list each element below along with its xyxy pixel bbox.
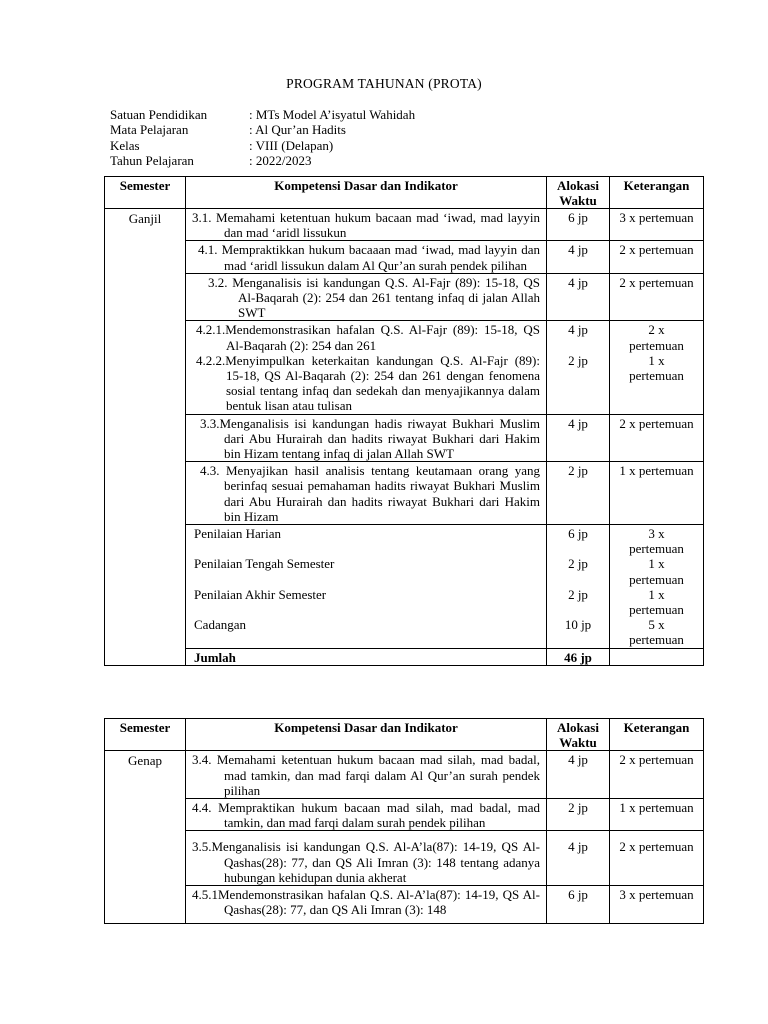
kd-cell <box>186 886 547 924</box>
kd-text: 4.2.2.Menyimpulkan keterkaitan kandungan Q.S. Al-Fajr (89): 15-18, QS Al-Baqarah (2): 254 dan 261 dengan fenomena sosial tentang infaq dan sedekah dan menyajikannya dalam bentuk lisan atau tulisan <box>196 352 540 414</box>
alokasi-cell: 4 jp <box>547 241 610 273</box>
keterangan-value: 1 x pertemuan <box>629 352 684 384</box>
info-row <box>110 138 415 153</box>
total-keterangan <box>610 648 704 665</box>
alokasi-cell: 4 jp <box>547 751 610 799</box>
alokasi-value: 4 jp <box>568 322 588 338</box>
kd-text: 3.3.Menganalisis isi kandungan hadis riwayat Bukhari Muslim dari Abu Hurairah dan hadits riwayat Bukhari dari Hakim bin Hizam tentang infaq di jalan Allah SWT <box>200 415 540 462</box>
keterangan-cell <box>610 321 704 414</box>
kd-text: 3.2. Menganalisis isi kandungan Q.S. Al-Fajr (89): 15-18, QS Al-Baqarah (2): 254 dan 261 tentang infaq di jalan Allah SWT <box>208 274 540 321</box>
kd-cell <box>186 751 547 799</box>
table-row <box>105 751 704 799</box>
kd-text: 4.4. Mempraktikan hukum bacaan mad silah, mad badal, mad tamkin, dan mad farqi dalam surah pendek pilihan <box>192 800 540 831</box>
alokasi-cell: 6 jp <box>547 886 610 924</box>
info-row <box>110 107 415 122</box>
kd-text: 3.5.Menganalisis isi kandungan Q.S. Al-A’la(87): 14-19, QS Al-Qashas(28): 77, dan QS Ali Imran (3): 148 tentang adanya hubungan kehidupan dunia akherat <box>192 839 540 885</box>
alokasi-value: 2 jp <box>568 586 588 602</box>
alokasi-value: 6 jp <box>568 526 588 542</box>
kd-text: 4.3. Menyajikan hasil analisis tentang keutamaan orang yang berinfaq sesuai pemahaman hadits riwayat Bukhari Muslim dari Abu Hurairah dan hadits riwayat Bukhari dari Hakim bin Hizam <box>200 463 540 524</box>
semester-cell: Ganjil <box>105 209 186 462</box>
header-kd: Kompetensi Dasar dan Indikator <box>186 719 547 751</box>
semester-cell-empty <box>105 648 186 665</box>
info-label: Tahun Pelajaran <box>110 152 194 168</box>
header-keterangan: Keterangan <box>610 719 704 751</box>
alokasi-cell: 4 jp <box>547 414 610 462</box>
info-row <box>110 153 415 168</box>
info-value: : 2022/2023 <box>249 152 312 168</box>
table-row <box>105 799 704 831</box>
header-semester: Semester <box>105 177 186 209</box>
header-alokasi: Alokasi Waktu <box>547 177 610 209</box>
document-title: PROGRAM TAHUNAN (PROTA) <box>286 76 482 91</box>
header-keterangan: Keterangan <box>610 177 704 209</box>
table-row <box>105 321 704 414</box>
table-header-row <box>105 719 704 751</box>
info-row <box>110 122 415 137</box>
table-row <box>105 886 704 924</box>
alokasi-value: 2 jp <box>568 352 588 368</box>
info-label: Mata Pelajaran <box>110 122 189 138</box>
table-row <box>105 273 704 321</box>
document-info <box>110 107 415 168</box>
keterangan-cell: 3 x pertemuan <box>610 886 704 924</box>
kd-cell <box>186 209 547 241</box>
semester-cell-empty <box>105 462 186 648</box>
alokasi-cell: 2 jp <box>547 462 610 525</box>
table-row <box>105 209 704 241</box>
kd-text: 4.5.1Mendemonstrasikan hafalan Q.S. Al-A’la(87): 14-19, QS Al-Qashas(28): 77, dan QS Ali Imran (3): 148 <box>192 887 540 918</box>
header-alokasi: Alokasi Waktu <box>547 719 610 751</box>
prota-table-genap <box>104 718 704 924</box>
keterangan-cell: 2 x pertemuan <box>610 273 704 321</box>
header-kd: Kompetensi Dasar dan Indikator <box>186 177 547 209</box>
assessment-keterangan <box>610 525 704 649</box>
info-value: : VIII (Delapan) <box>249 137 334 153</box>
kd-cell <box>186 241 547 273</box>
keterangan-cell: 2 x pertemuan <box>610 751 704 799</box>
prota-table-ganjil <box>104 176 704 666</box>
alokasi-value: 2 jp <box>568 556 588 572</box>
alokasi-cell: 4 jp <box>547 831 610 886</box>
kd-cell <box>186 799 547 831</box>
kd-cell <box>186 273 547 321</box>
info-label: Kelas <box>110 137 140 153</box>
table-header-row <box>105 177 704 209</box>
assessment-alokasi <box>547 525 610 649</box>
alokasi-cell: 4 jp <box>547 273 610 321</box>
keterangan-value: 3 x pertemuan <box>629 526 684 557</box>
kd-text: 4.2.1.Mendemonstrasikan hafalan Q.S. Al-Fajr (89): 15-18, QS Al-Baqarah (2): 254 dan 261 <box>196 322 540 353</box>
keterangan-value: 1 x pertemuan <box>629 556 684 587</box>
assessment-label: Penilaian Akhir Semester <box>194 586 327 602</box>
table-row <box>105 241 704 273</box>
assessment-label: Penilaian Tengah Semester <box>194 556 335 572</box>
table-row <box>105 831 704 886</box>
alokasi-cell: 2 jp <box>547 799 610 831</box>
kd-cell <box>186 462 547 525</box>
kd-cell <box>186 414 547 462</box>
alokasi-value: 10 jp <box>564 617 592 633</box>
keterangan-cell: 1 x pertemuan <box>610 462 704 525</box>
header-semester: Semester <box>105 719 186 751</box>
keterangan-cell: 2 x pertemuan <box>610 414 704 462</box>
keterangan-cell: 3 x pertemuan <box>610 209 704 241</box>
kd-cell <box>186 831 547 886</box>
assessment-label: Cadangan <box>194 617 246 633</box>
table-row-assessments <box>105 525 704 649</box>
keterangan-cell: 2 x pertemuan <box>610 831 704 886</box>
kd-text: 3.1. Memahami ketentuan hukum bacaan mad ‘iwad, mad layyin dan mad ‘aridl lissukun <box>192 210 540 241</box>
keterangan-value: 1 x pertemuan <box>629 586 684 618</box>
kd-text: 4.1. Mempraktikkan hukum bacaaan mad ‘iwad, mad layyin dan mad ‘aridl lissukun dalam Al Qur’an surah pendek pilihan <box>198 242 540 273</box>
table-row <box>105 462 704 525</box>
info-label: Satuan Pendidikan <box>110 107 208 122</box>
kd-text: 3.4. Memahami ketentuan hukum bacaan mad silah, mad badal, mad tamkin, dan mad farqi dalam Al Qur’an surah pendek pilihan <box>192 752 540 798</box>
alokasi-cell: 6 jp <box>547 209 610 241</box>
semester-cell: Genap <box>105 751 186 924</box>
total-label: Jumlah <box>186 648 547 665</box>
table-row <box>105 414 704 462</box>
alokasi-cell <box>547 321 610 414</box>
total-alokasi: 46 jp <box>547 648 610 665</box>
keterangan-value: 5 x pertemuan <box>629 617 684 648</box>
info-value: : Al Qur’an Hadits <box>249 122 346 138</box>
keterangan-value: 2 x pertemuan <box>629 322 684 353</box>
keterangan-cell: 2 x pertemuan <box>610 241 704 273</box>
assessment-labels <box>186 525 547 649</box>
info-value: : MTs Model A’isyatul Wahidah <box>249 107 416 122</box>
table-row-total <box>105 648 704 665</box>
kd-cell <box>186 321 547 414</box>
assessment-label: Penilaian Harian <box>194 526 281 542</box>
keterangan-cell: 1 x pertemuan <box>610 799 704 831</box>
